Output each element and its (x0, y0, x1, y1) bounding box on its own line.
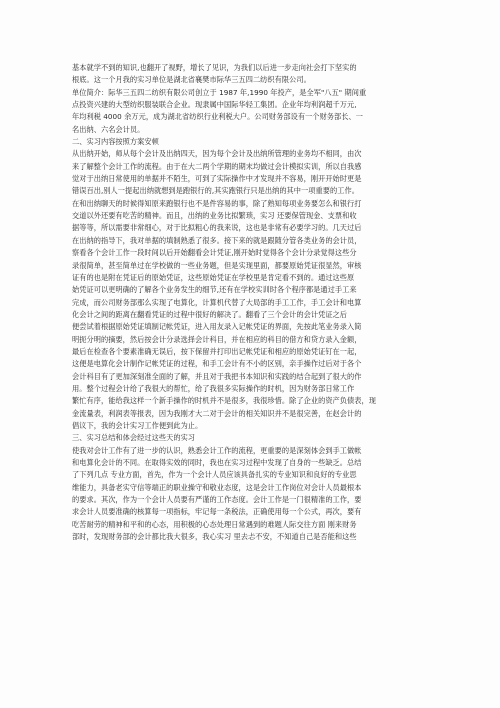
text-line: 吃苦耐劳的精神和平和的心态，用积极的心态处理日常遇到的难题人际交往方面 刚来财务 (72, 519, 357, 529)
text-line: 的要求。其次，作为一个会计人员要有严谨的工作态度。会计工作是一门很精准的工作，要 (72, 495, 362, 505)
text-line: 使我对会计工作有了进一步的认识，熟悉会计工作的流程，更重要的是深刻体会到手工做帐 (72, 445, 362, 455)
text-line: 根底。这一个月我的实习单位是湖北省襄樊市际华三五四二纺织有限公司。 (72, 75, 311, 85)
text-line: 来了解整个会计工作的流程。由于在大二两个学期的期末均做过会计模拟实训，所以自我感 (72, 161, 362, 171)
text-line: 二、实习内容按照方案安顿 (72, 137, 159, 147)
text-line: 在出纳的指导下，我对单据的填制熟悉了很多。接下来的就是跟随分管各类业务的会计员， (72, 235, 362, 245)
text-line: 便尝试着根据原始凭证填制记帐凭证，进入用友录入记帐凭证的界面，先按此笔业务录入简 (72, 322, 362, 332)
text-line: 繁忙有序，能给我这样一个新手操作的时机并不是很多，我很珍惜。除了企业的资产负债表，现 (72, 396, 376, 406)
text-line: 点投资兴建的大型纺织服装联合企业。现隶属中国际华轻工集团。企业年均利润超千万元, (72, 100, 357, 110)
text-line: 三、实习总结和体会经过这些天的实习 (72, 433, 196, 443)
text-line: 倡议下，我的会计实习工作便到此为止。 (72, 420, 203, 430)
text-line: 完成，而公司财务部那么实现了电算化，计算机代替了大局部的手工工作，手工会计和电算 (72, 297, 362, 307)
text-line: 年均利税 4000 余万元，成为湖北省纺织行业利税大户。公司财务部设有一个财务部长、一 (72, 112, 363, 122)
text-line: 用。整个过程会计给了我很大的帮忙，给了我很多实际操作的时机，因为财务部日常工作 (72, 383, 355, 393)
text-line: 在和出纳聊天的时候得知原来跑银行也不是件容易的事，除了熟知每项业务要怎么和银行打 (72, 198, 362, 208)
text-line: 基本就学不到的知识,也翻开了视野，增长了见识，为我们以后进一步走向社会打下坚实的 (72, 63, 357, 72)
text-line: 金流量表，利润表等报表，因为我刚才大二对于会计的相关知识并不是很完善，在赵会计的 (72, 408, 362, 418)
text-line: 会计科目有了更加深刻准全面的了解，并且对于我把书本知识和实践的结合起到了很大的作 (72, 371, 362, 381)
text-line: 维能力，具备老实守信等端正的职业操守和敬业态度，这是会计工作岗位对会计人员最根本 (72, 482, 362, 492)
text-line: 化会计之间的距离在翻看凭证的过程中很好的解决了。翻看了三个会计的会计凭证之后 (72, 309, 348, 319)
text-line: 明扼分明的摘要，然后按会计分录选择会计科目，并在相应的科目的借方和贷方录入金额， (72, 334, 362, 344)
document-body (72, 62, 430, 543)
text-line: 交道以外还要有吃苦的精神。而且，出纳的业务比拟繁琐，实习 还要保管现金、支票和收 (72, 211, 357, 221)
text-line: 了下列几点 专业方面，首先，作为一个会计人员应该具备扎实的专业知识和良好的专业思 (72, 470, 357, 480)
text-line: 这便是电算化会计制作记帐凭证的过程，和手工会计有不小的区别，亲手操作过后对于各个 (72, 359, 362, 369)
text-line: 录很简单，甚至简单过在学校做的一些业务题，但是实现里面，都要原始凭证很显然，审核 (72, 260, 362, 270)
text-line: 最后在检查各个要素准确无误后，按下保留并打印出记帐凭证和相应的原始凭证钉在一起， (72, 346, 362, 356)
text-line: 据等等，所以需要非常细心，对于比拟粗心的我来说，这也是非常有必要学习的。几天过后 (72, 223, 362, 233)
text-line: 名出纳、六名会计员。 (72, 124, 145, 134)
text-line: 部时，发现财务部的会计都比我大很多，我心实习 里去忐不安，不知道自己是否能和这些 (72, 532, 357, 542)
text-line: 证有的也是附在凭证后的原始凭证，这些原始凭证在学校里是肯定看不到的。通过这些原 (72, 272, 355, 282)
text-line: 从出纳开始，师从每个会计及出纳四天，因为每个会计及出纳所管理的业务均不相同，由次 (72, 149, 362, 159)
text-line: 和电算化会计的不同。在取得实效的同时，我也在实习过程中发现了自身的一些缺乏。总结 (72, 458, 362, 467)
text-line: 察看各个会计工作一段时间以后开始翻看会计凭证,刚开始时觉得各个会计分录觉得这些分 (72, 248, 357, 258)
text-line: 单位简介：际华三五四二纺织有限公司创立于 1987 年,1990 年投产，是全军"八五" 期间重 (72, 87, 367, 97)
text-line: 求会计人员要准确的核算每一项指标，牢记每一条税法，正确使用每一个公式，再次，要有 (72, 507, 362, 517)
text-line: 觉对于出纳日常使用的单据并不陌生，可到了实际操作中才发现并不容易，刚开开始时更是 (72, 174, 362, 184)
text-line: 错误百出,别人一提起出纳就想到是跑银行的,其实跑银行只是出纳的其中一项重要的工作。 (72, 186, 359, 196)
text-line: 始凭证可以更明确的了解各个业务发生的细节,还有在学校实训时各个程序都是通过手工来 (72, 285, 357, 295)
